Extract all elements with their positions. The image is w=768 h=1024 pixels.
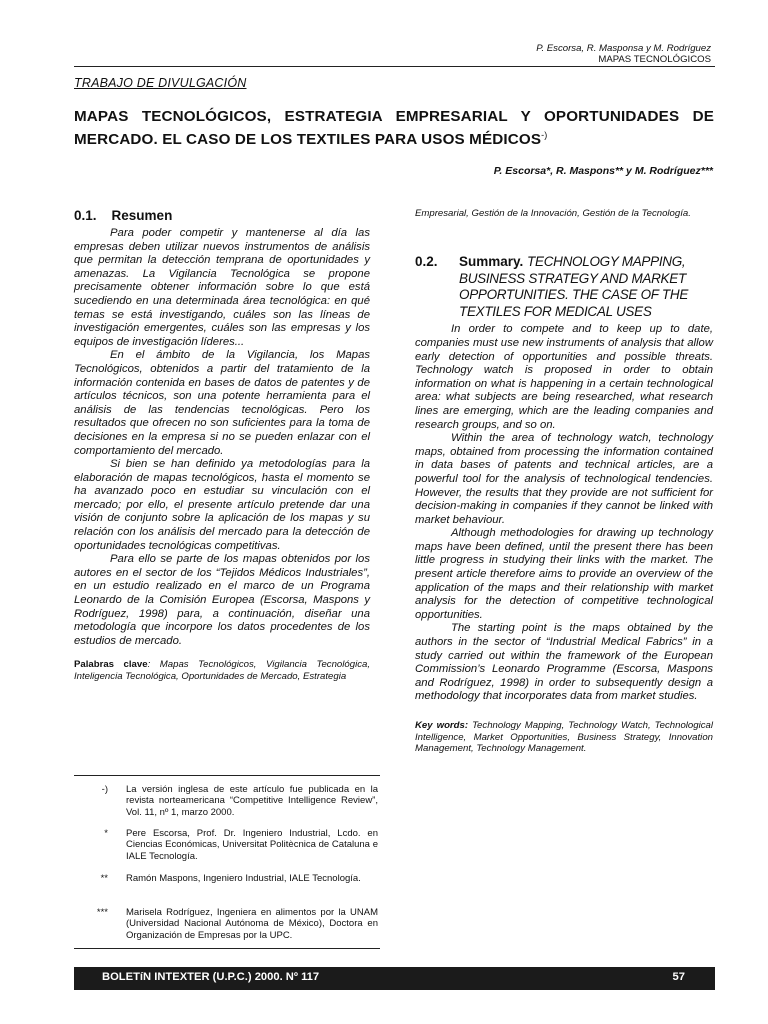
header-rule (74, 66, 715, 67)
palabras-clave-label: Palabras clave (74, 659, 148, 671)
footnote-text: Ramón Maspons, Ingeniero Industrial, IALE Tecnología. (126, 873, 361, 884)
resumen-paragraph: Si bien se han definido ya metodologías para la elaboración de mapas tecnológicos, hasta el momento se ha avanzado poco en estudiar su vinculación con el mercado; por ello, el presente artículo pretende dar una visión de conjunto sobre la aplicación de los mapas y su relación con los análisis del mercado para la detección de oportunidades tecnológicas competitivas. (74, 458, 370, 552)
resumen-paragraph: Para ello se parte de los mapas obtenidos por los autores en el sector de los “Tejidos Médicos Industriales”, en un estudio realizado en el marco de un Programa Leonardo de la Comisión Europea (Escorsa, Maspons y Rodríguez, 1998) para, a continuación, diseñar una metodología que incorpore los datos procedentes de los estudios de mercado. (74, 553, 370, 647)
footnote-text: Pere Escorsa, Prof. Dr. Ingeniero Industrial, Lcdo. en Ciencias Económicas, Universitat Politècnica de Cataluna e IALE Tecnología. (126, 828, 378, 862)
article-title-text: MAPAS TECNOLÓGICOS, ESTRATEGIA EMPRESARIAL Y OPORTUNIDADES DE MERCADO. EL CASO DE LOS TEXTILES PARA USOS MÉDICOS (74, 108, 714, 149)
section-label: TRABAJO DE DIVULGACIÓN (74, 76, 247, 90)
footnote-mark: ** (100, 873, 108, 884)
resumen-paragraph: En el ámbito de la Vigilancia, los Mapas Tecnológicos, obtenidos a partir del tratamiento de la información contenida en bases de datos de patentes y de artículos técnicos, son una potente herramienta para el análisis de las tendencias tecnológicas. Pero los resultados que ofrecen no son suficientes para la toma de decisiones en la empresa si no se pueden enlazar con el comportamiento del mercado. (74, 349, 370, 457)
summary-heading-body (459, 254, 713, 320)
resumen-heading (74, 208, 370, 224)
running-header-topic: MAPAS TECNOLÓGICOS (598, 54, 711, 65)
palabras-clave-text: : Mapas Tecnológicos, Vigilancia Tecnológica, Inteligencia Tecnológica, Oportunidades de Mercado, Estrategia (74, 659, 370, 682)
summary-paragraph: The starting point is the maps obtained by the authors in the sector of “Industrial Medical Fabrics” in a study carried out within the framework of the European Commission’s Leonardo Programme (Escorsa, Maspons and Rodríguez, 1998) in order to subsequently design a methodology that incorporates data from market studies. (415, 622, 713, 703)
resumen-column (74, 208, 370, 682)
summary-heading-label: Summary. (459, 254, 524, 269)
footer-journal: BOLETíN INTEXTER (U.P.C.) 2000. Nº 117 (102, 971, 320, 983)
footnote-text: La versión inglesa de este artículo fue publicada en la revista norteamericana “Competitive Intelligence Review”, Vol. 11, nº 1, marzo 2000. (126, 784, 378, 818)
running-header-authors: P. Escorsa, R. Masponsa y M. Rodríguez (536, 43, 711, 54)
footnote-mark: * (104, 828, 108, 839)
footer-page-number: 57 (672, 971, 685, 983)
summary-paragraph: In order to compete and to keep up to date, companies must use new instruments of analysis that allow early detection of opportunities and possible threats. Technology watch is proposed in order to obtain information on what is happening in a certain technological area: what subjects are being researched, what research lines are emerging, which are the leading companies and research groups, and so on. (415, 323, 713, 431)
title-footnote-mark: -) (541, 130, 548, 140)
footnote-rule (74, 775, 380, 776)
summary-paragraph: Within the area of technology watch, technology maps, obtained from processing the information contained in data bases of patents and technical articles, are a powerful tool for the analysis of technological tendencies. However, the results that they provide are not sufficient for decision-making in companies if they cannot be linked with market behaviour. (415, 432, 713, 526)
footnote-mark: *** (96, 907, 108, 918)
authors-line: P. Escorsa*, R. Maspons** y M. Rodríguez*** (493, 165, 713, 177)
footnote-text: Marisela Rodríguez, Ingeniera en alimentos por la UNAM (Universidad Nacional Autónoma de México), Doctora en Organización de Empresas por la UPC. (126, 907, 378, 941)
running-header (536, 43, 711, 65)
summary-column (415, 254, 713, 755)
summary-paragraph: Although methodologies for drawing up technology maps have been defined, until the present there has been little progress in studying their links with the market. The present article therefore aims to provide an overview of the application of the maps and their relationship with market analysis for the detection of competitive technological opportunities. (415, 527, 713, 621)
footnote-bottom-rule (74, 948, 380, 949)
summary-heading-title: TECHNOLOGY MAPPING, BUSINESS STRATEGY AND MARKET OPPORTUNITIES. THE CASE OF THE TEXTILES FOR MEDICAL USES (459, 254, 689, 319)
palabras-clave-continued: Empresarial, Gestión de la Innovación, Gestión de la Tecnología. (415, 208, 691, 219)
summary-heading (415, 254, 713, 320)
summary-heading-num: 0.2. (415, 254, 438, 269)
resumen-paragraph: Para poder competir y mantenerse al día las empresas deben utilizar nuevos instrumentos de análisis que permitan la detección temprana de oportunidades y amenazas. La Vigilancia Tecnológica se propone precisamente obtener información sobre lo que está sucediendo en una determinada área tecnológica: en qué temas se está investigando, cuáles son las líneas de investigación emergentes, cuáles son las empresas y los equipos de investigación líderes... (74, 227, 370, 348)
palabras-clave (74, 659, 370, 682)
footnote-mark: -) (101, 784, 108, 795)
key-words-text: Technology Mapping, Technology Watch, Technological Intelligence, Market Opportunities, Business Strategy, Innovation Management, Technology Management. (415, 720, 714, 754)
key-words (415, 720, 713, 755)
article-title (74, 107, 714, 149)
resumen-heading-text: Resumen (111, 208, 173, 223)
key-words-label: Key words: (415, 720, 469, 731)
footer-bar (74, 967, 715, 990)
resumen-heading-num: 0.1. (74, 208, 97, 223)
